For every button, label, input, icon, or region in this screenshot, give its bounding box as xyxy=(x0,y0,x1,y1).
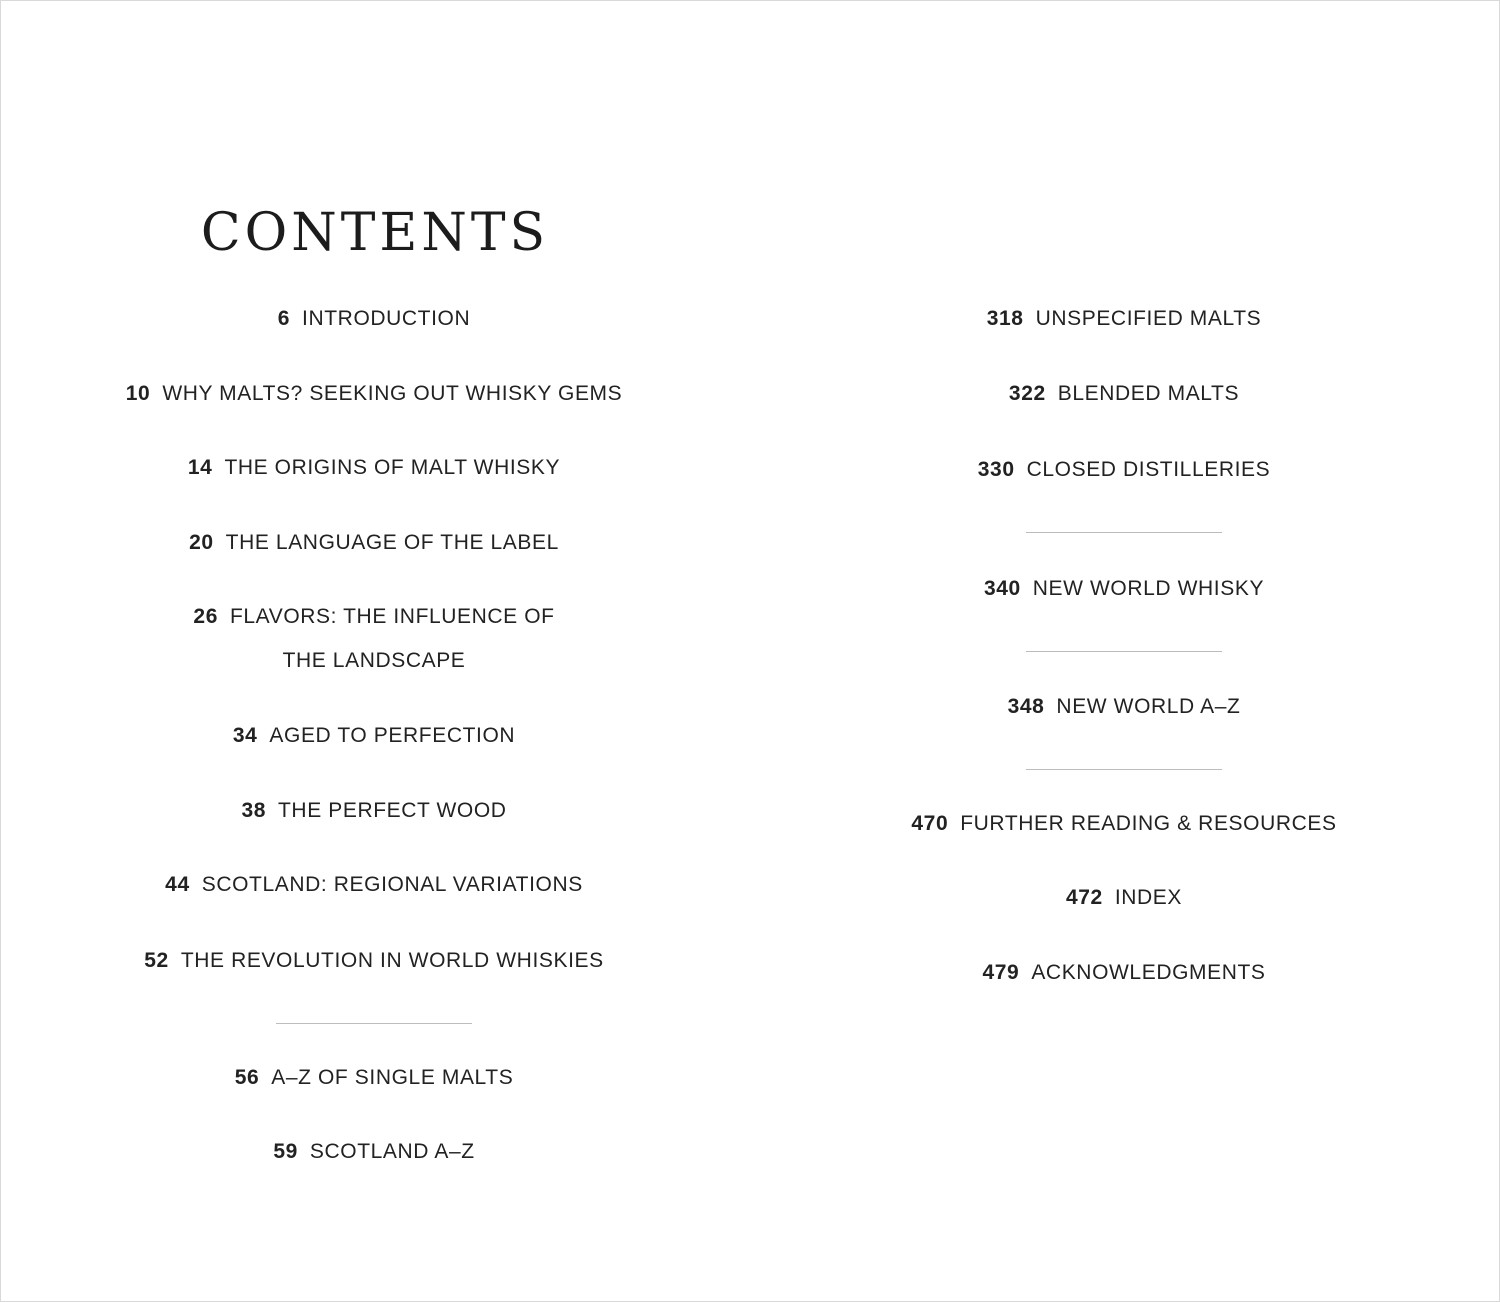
toc-entry[interactable] xyxy=(235,1065,514,1091)
toc-page-number: 44 xyxy=(165,873,190,896)
toc-page-number: 20 xyxy=(189,531,214,554)
toc-page-number: 52 xyxy=(144,949,169,972)
toc-entry[interactable] xyxy=(911,811,1336,837)
toc-label: THE REVOLUTION IN WORLD WHISKIES xyxy=(180,949,604,972)
toc-page-number: 26 xyxy=(193,605,218,628)
toc-page-number: 330 xyxy=(977,458,1015,481)
toc-label: THE ORIGINS OF MALT WHISKY xyxy=(224,456,561,479)
toc-entry[interactable] xyxy=(278,306,470,332)
toc-label: SCOTLAND: REGIONAL VARIATIONS xyxy=(201,873,583,896)
toc-page-number: 348 xyxy=(1007,695,1045,718)
toc-label: CLOSED DISTILLERIES xyxy=(1026,458,1271,481)
toc-label: UNSPECIFIED MALTS xyxy=(1035,307,1262,330)
toc-entry[interactable] xyxy=(193,604,554,674)
toc-label: THE LANGUAGE OF THE LABEL xyxy=(225,531,559,554)
toc-page-number: 340 xyxy=(983,577,1021,600)
toc-label: BLENDED MALTS xyxy=(1057,382,1240,405)
toc-label: ACKNOWLEDGMENTS xyxy=(1031,961,1266,984)
toc-entry[interactable] xyxy=(165,872,583,898)
toc-label: SCOTLAND A–Z xyxy=(309,1140,475,1163)
toc-label: NEW WORLD WHISKY xyxy=(1032,577,1265,600)
section-divider xyxy=(276,1023,472,1024)
toc-entry[interactable] xyxy=(982,960,1265,986)
toc-page-number: 56 xyxy=(234,1066,260,1089)
toc-label: THE PERFECT WOOD xyxy=(278,799,507,822)
section-divider xyxy=(1026,651,1222,652)
section-divider xyxy=(1026,769,1222,770)
toc-label: FURTHER READING & RESOURCES xyxy=(960,812,1337,835)
toc-page-number: 6 xyxy=(277,307,291,330)
toc-page-number: 59 xyxy=(273,1140,298,1163)
toc-page-number: 38 xyxy=(241,799,266,822)
toc-label: INTRODUCTION xyxy=(302,307,471,330)
toc-entry[interactable] xyxy=(1009,381,1239,407)
toc-label: INDEX xyxy=(1114,886,1183,909)
toc-page-number: 470 xyxy=(911,812,949,835)
toc-entry[interactable] xyxy=(144,948,603,974)
toc-label: NEW WORLD A–Z xyxy=(1056,695,1241,718)
toc-entry[interactable] xyxy=(978,457,1270,483)
toc-entry[interactable] xyxy=(987,306,1262,332)
toc-label: FLAVORS: THE INFLUENCE OF xyxy=(229,605,555,628)
toc-entry[interactable] xyxy=(126,381,623,407)
toc-page-number: 479 xyxy=(982,961,1020,984)
toc-entry[interactable] xyxy=(273,1139,474,1165)
toc-label: A–Z OF SINGLE MALTS xyxy=(271,1066,514,1089)
toc-entry[interactable] xyxy=(984,576,1264,602)
page-title: CONTENTS xyxy=(200,202,550,263)
toc-entry[interactable] xyxy=(1066,885,1182,911)
toc-page-number: 322 xyxy=(1008,382,1046,405)
toc-label-continued: THE LANDSCAPE xyxy=(282,649,466,672)
toc-entry[interactable] xyxy=(241,798,506,824)
toc-entry[interactable] xyxy=(233,723,515,749)
toc-page-number: 10 xyxy=(125,382,151,405)
toc-entry[interactable] xyxy=(189,530,559,556)
toc-label: WHY MALTS? SEEKING OUT WHISKY GEMS xyxy=(162,382,623,405)
toc-label: AGED TO PERFECTION xyxy=(269,724,516,747)
toc-entry[interactable] xyxy=(1008,694,1241,720)
toc-page-number: 318 xyxy=(986,307,1024,330)
section-divider xyxy=(1026,532,1222,533)
toc-page-number: 472 xyxy=(1065,886,1103,909)
toc-entry[interactable] xyxy=(188,455,560,481)
toc-page-number: 14 xyxy=(187,456,213,479)
toc-page-number: 34 xyxy=(232,724,258,747)
